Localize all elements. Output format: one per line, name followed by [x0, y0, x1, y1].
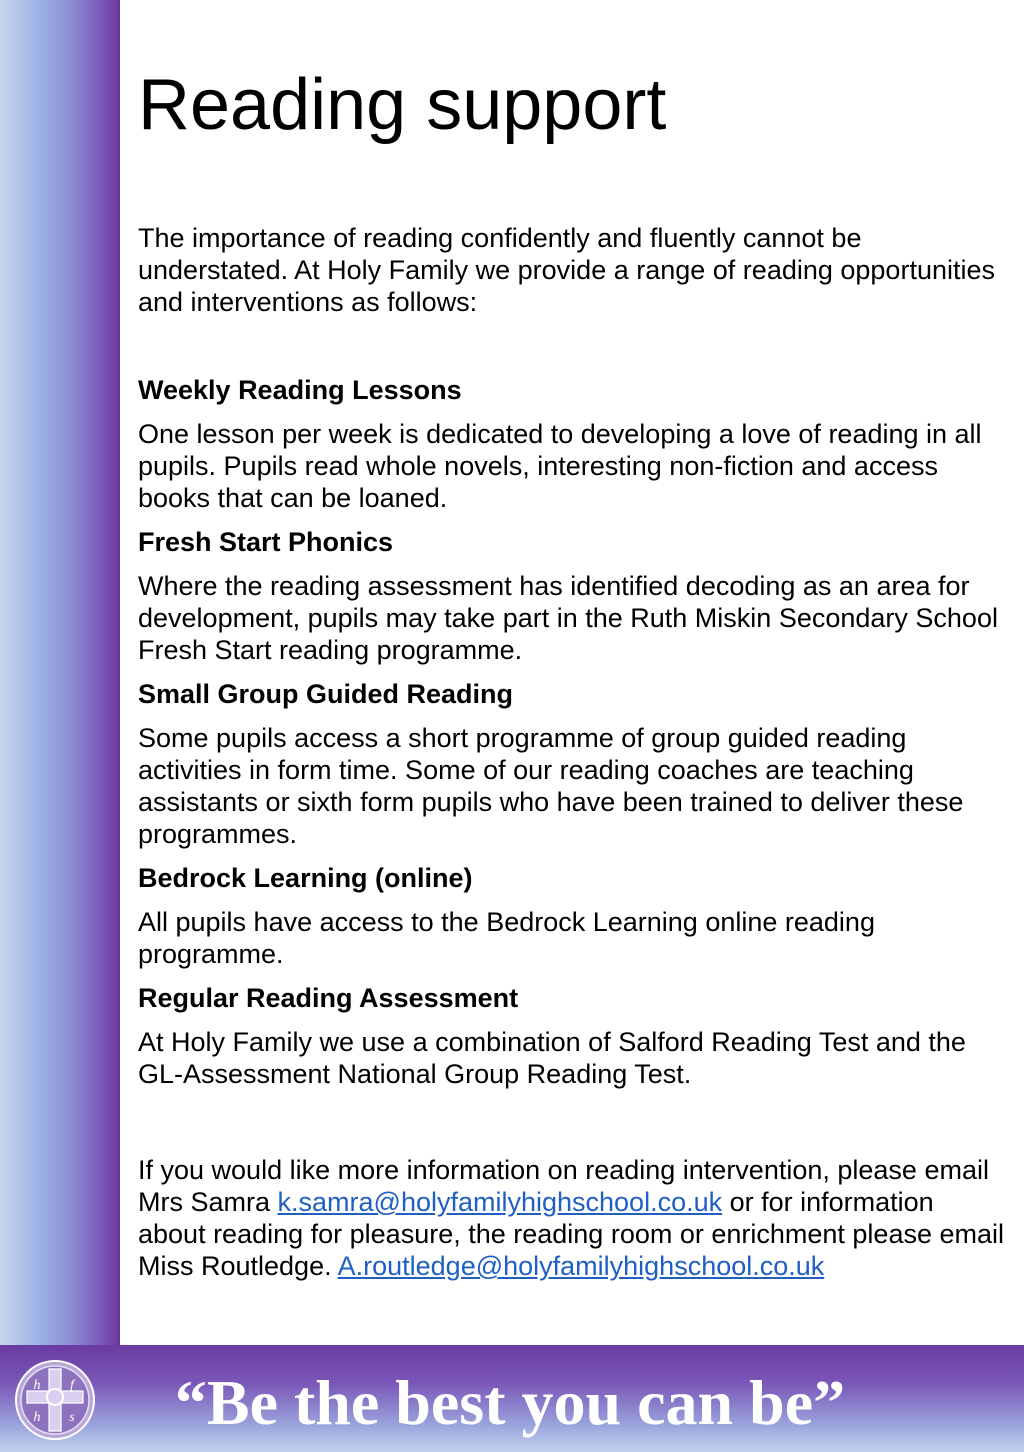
decorative-side-bar: [0, 0, 120, 1345]
logo-letter-s: s: [69, 1410, 75, 1425]
page-title: Reading support: [138, 65, 667, 145]
section-heading: Regular Reading Assessment: [138, 983, 519, 1013]
section-body: At Holy Family we use a combination of Salford Reading Test and the GL-Assessment National Group Reading Test.: [138, 1027, 966, 1089]
email-link-routledge[interactable]: A.routledge@holyfamilyhighschool.co.uk: [337, 1251, 825, 1281]
logo-letter-h2: h: [33, 1410, 41, 1425]
contact-text-1: If you would like more information on reading intervention, please email Mrs Samra: [138, 1155, 989, 1217]
section-body: One lesson per week is dedicated to developing a love of reading in all pupils. Pupils read whole novels, interesting non-fiction and access books that can be loaned.: [138, 419, 982, 513]
school-crest-logo: [14, 1359, 96, 1441]
section-weekly-reading-lessons: [138, 374, 1006, 514]
section-heading: Weekly Reading Lessons: [138, 375, 462, 405]
logo-letter-f: f: [70, 1378, 74, 1393]
logo-letter-h: h: [33, 1378, 41, 1393]
section-regular-reading-assessment: [138, 982, 1006, 1090]
section-body: Where the reading assessment has identified decoding as an area for development, pupils may take part in the Ruth Miskin Secondary School Fresh Start reading programme.: [138, 571, 998, 665]
footer-band: [0, 1345, 1024, 1452]
section-fresh-start-phonics: [138, 526, 1006, 666]
section-small-group-guided-reading: [138, 678, 1006, 850]
contact-paragraph: [138, 1154, 1006, 1282]
section-body: All pupils have access to the Bedrock Learning online reading programme.: [138, 907, 875, 969]
intro-paragraph: The importance of reading confidently and fluently cannot be understated. At Holy Family we provide a range of reading opportunities and interventions as follows:: [138, 223, 995, 317]
section-heading: Small Group Guided Reading: [138, 679, 514, 709]
section-heading: Bedrock Learning (online): [138, 863, 473, 893]
email-link-samra[interactable]: k.samra@holyfamilyhighschool.co.uk: [277, 1187, 723, 1217]
support-sections: [138, 374, 1006, 1102]
section-body: Some pupils access a short programme of group guided reading activities in form time. Some of our reading coaches are teaching assistants or sixth form pupils who have been trained to deliver these programmes.: [138, 723, 964, 849]
section-heading: Fresh Start Phonics: [138, 527, 394, 557]
contact-text-2: or for information about reading for pleasure, the reading room or enrichment please email Miss Routledge.: [138, 1187, 1005, 1281]
school-motto: “Be the best you can be”: [174, 1367, 846, 1438]
section-bedrock-learning: [138, 862, 1006, 970]
